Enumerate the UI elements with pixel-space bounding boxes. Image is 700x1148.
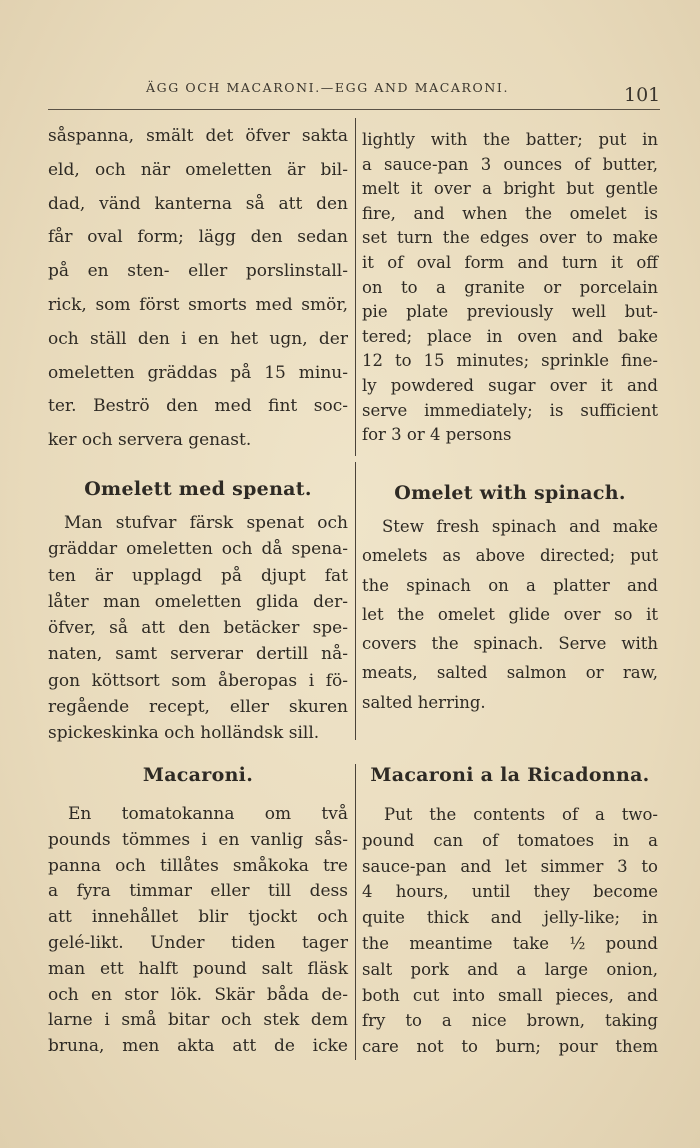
header-rule — [48, 109, 660, 110]
text-line: pound can of tomatoes in a — [362, 830, 658, 850]
page-number: 101 — [624, 84, 661, 106]
text-line: care not to burn; pour them — [362, 1037, 658, 1057]
column-divider-middle — [355, 462, 356, 740]
text-line: meats, salted salmon or raw, — [362, 663, 658, 683]
right-section1-heading: Omelet with spinach. — [394, 482, 626, 504]
text-line: sauce-pan and let simmer 3 to — [362, 856, 658, 876]
text-line: bruna, men akta att de icke — [48, 1036, 348, 1057]
text-line: a fyra timmar eller till dess — [48, 881, 348, 902]
text-line: pounds tömmes i en vanlig sås- — [48, 829, 348, 850]
text-line: och en stor lök. Skär båda de- — [48, 984, 348, 1005]
text-line: ten är upplagd på djupt fat — [48, 565, 348, 586]
column-divider-top — [355, 118, 356, 456]
right-section2-heading: Macaroni a la Ricadonna. — [370, 764, 650, 786]
left-section2-heading: Macaroni. — [142, 764, 254, 786]
text-line: let the omelet glide over so it — [362, 604, 658, 624]
text-line: spickeskinka och holländsk sill. — [48, 723, 320, 744]
text-line: att innehållet blir tjockt och — [48, 907, 348, 928]
text-line: En tomatokanna om två — [68, 804, 348, 824]
right-section1-paragraph — [362, 512, 658, 717]
left-section1-paragraph — [48, 510, 348, 747]
text-line: rick, som först smorts med smör, — [48, 294, 348, 315]
text-line: serve immediately; is sufficient — [362, 400, 658, 420]
text-line: dad, vänd kanterna så att den — [48, 193, 348, 214]
text-line: larne i små bitar och stek dem — [48, 1010, 348, 1031]
left-section1-heading: Omelett med spenat. — [84, 478, 312, 500]
text-line: pie plate previously well but- — [362, 302, 658, 322]
right-section2-paragraph — [362, 802, 658, 1060]
text-line: lightly with the batter; put in — [362, 130, 658, 149]
text-line: fire, and when the omelet is — [362, 203, 658, 223]
text-line: naten, samt serverar dertill nå- — [48, 644, 348, 665]
text-line: och ställ den i en het ugn, der — [48, 328, 348, 349]
text-line: Stew fresh spinach and make — [382, 517, 658, 536]
text-line: Man stufvar färsk spenat och — [64, 513, 348, 533]
text-line: panna och tillåtes småkoka tre — [48, 855, 348, 876]
text-line: låter man omeletten glida der- — [48, 591, 348, 612]
text-line: omeletten gräddas på 15 minu- — [48, 362, 348, 383]
text-line: får oval form; lägg den sedan — [48, 227, 348, 248]
text-line: ly powdered sugar over it and — [362, 375, 658, 395]
text-line: both cut into small pieces, and — [362, 985, 658, 1005]
text-line: 4 hours, until they become — [362, 882, 658, 902]
text-line: regående recept, eller skuren — [48, 697, 348, 718]
text-line: öfver, så att den betäcker spe- — [48, 618, 348, 639]
text-line: man ett halft pound salt fläsk — [48, 958, 348, 979]
text-line: Put the contents of a two- — [384, 805, 658, 824]
text-line: eld, och när omeletten är bil- — [48, 159, 348, 180]
text-line: gräddar omeletten och då spena- — [48, 539, 348, 560]
text-line: the spinach on a platter and — [362, 575, 658, 595]
running-head: ÄGG OCH MACARONI.—EGG AND MACARONI. — [146, 80, 510, 95]
text-line: a sauce-pan 3 ounces of butter, — [362, 154, 658, 174]
text-line: på en sten- eller porslinstall- — [48, 261, 348, 282]
text-line: tered; place in oven and bake — [362, 326, 658, 346]
text-line: omelets as above directed; put — [362, 546, 658, 566]
text-line: gelé-likt. Under tiden tager — [48, 932, 348, 953]
left-intro-paragraph — [48, 120, 348, 458]
text-line: covers the spinach. Serve with — [362, 634, 658, 654]
text-line: fry to a nice brown, taking — [362, 1011, 658, 1031]
text-line: set turn the edges over to make — [362, 228, 658, 248]
text-line: quite thick and jelly-like; in — [362, 908, 658, 928]
text-line: salt pork and a large onion, — [362, 959, 658, 979]
text-line: for 3 or 4 persons — [362, 425, 512, 445]
text-line: såspanna, smält det öfver sakta — [48, 126, 348, 146]
text-line: it of oval form and turn it off — [362, 252, 658, 272]
left-section2-paragraph — [48, 802, 348, 1060]
text-line: salted herring. — [362, 692, 486, 712]
text-line: melt it over a bright but gentle — [362, 179, 658, 199]
text-line: 12 to 15 minutes; sprinkle fine- — [362, 351, 658, 371]
text-line: on to a granite or porcelain — [362, 277, 658, 297]
text-line: ker och servera genast. — [48, 430, 252, 451]
text-line: ter. Beströ den med fint soc- — [48, 396, 348, 417]
column-divider-bottom — [355, 764, 356, 1060]
right-intro-paragraph — [362, 128, 658, 448]
text-line: gon köttsort som åberopas i fö- — [48, 670, 348, 691]
text-line: the meantime take ½ pound — [362, 933, 658, 953]
